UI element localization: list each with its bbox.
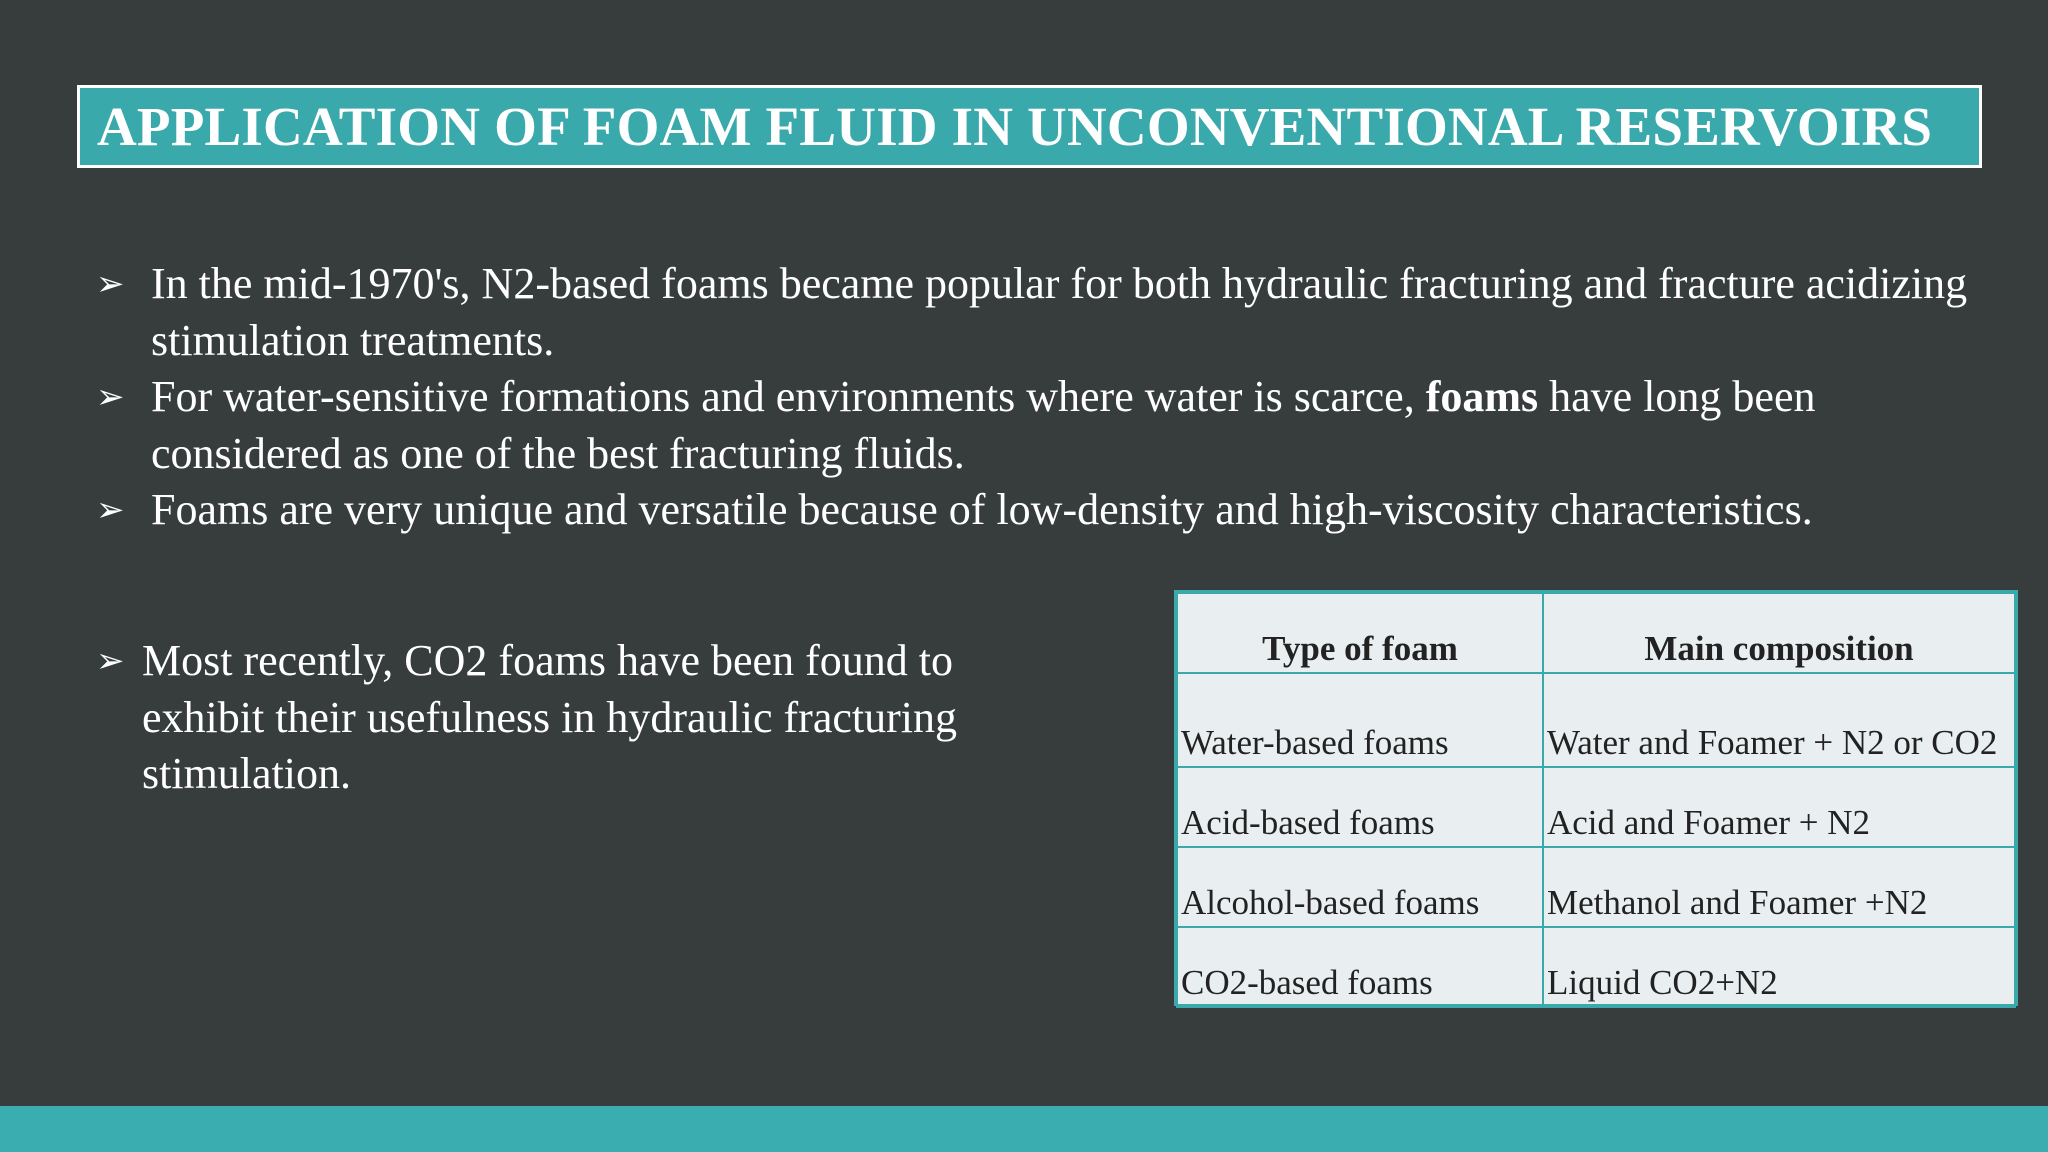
header-main-composition: Main composition [1543, 593, 2015, 673]
cell-composition: Acid and Foamer + N2 [1543, 767, 2015, 847]
bullet-text [151, 369, 1996, 482]
bullet-item [96, 482, 1996, 539]
bullet-list [96, 256, 1996, 539]
co2-bullet-item [96, 633, 1056, 803]
bullet-text: In the mid-1970's, N2-based foams became popular for both hydraulic fracturing and fracture acidizing stimulation treatments. [151, 259, 1968, 365]
arrow-bullet-icon: ➢ [96, 490, 125, 530]
title-banner [77, 85, 1982, 168]
cell-foam-type: CO2-based foams [1177, 927, 1543, 1007]
cell-composition: Water and Foamer + N2 or CO2 [1543, 673, 2015, 767]
bullet-text-start: For water-sensitive formations and environments where water is scarce, [151, 372, 1426, 421]
cell-composition: Liquid CO2+N2 [1543, 927, 2015, 1007]
header-type-of-foam: Type of foam [1177, 593, 1543, 673]
arrow-bullet-icon: ➢ [96, 641, 125, 681]
table-row [1177, 847, 2015, 927]
bullet-item [96, 256, 1996, 369]
bullet-text: Foams are very unique and versatile because of low-density and high-viscosity characteristics. [151, 485, 1813, 534]
table-row [1177, 927, 2015, 1007]
bullet-text-end: have long been considered as one of the best fracturing fluids. [151, 372, 1816, 478]
foam-table [1176, 592, 2016, 1008]
table-row [1177, 767, 2015, 847]
cell-composition: Methanol and Foamer +N2 [1543, 847, 2015, 927]
foam-types-table [1174, 590, 2018, 1006]
cell-foam-type: Water-based foams [1177, 673, 1543, 767]
cell-foam-type: Alcohol-based foams [1177, 847, 1543, 927]
cell-foam-type: Acid-based foams [1177, 767, 1543, 847]
bullet-text: Most recently, CO2 foams have been found to exhibit their usefulness in hydraulic fracturing stimulation. [142, 636, 957, 798]
bullet-item [96, 369, 1996, 482]
footer-accent-bar [0, 1106, 2048, 1152]
bullet-text-bold: foams [1425, 372, 1539, 421]
table-header-row [1177, 593, 2015, 673]
arrow-bullet-icon: ➢ [96, 377, 125, 417]
arrow-bullet-icon: ➢ [96, 264, 125, 304]
slide-title: APPLICATION OF FOAM FLUID IN UNCONVENTIONAL RESERVOIRS [97, 96, 1933, 157]
table-row [1177, 673, 2015, 767]
